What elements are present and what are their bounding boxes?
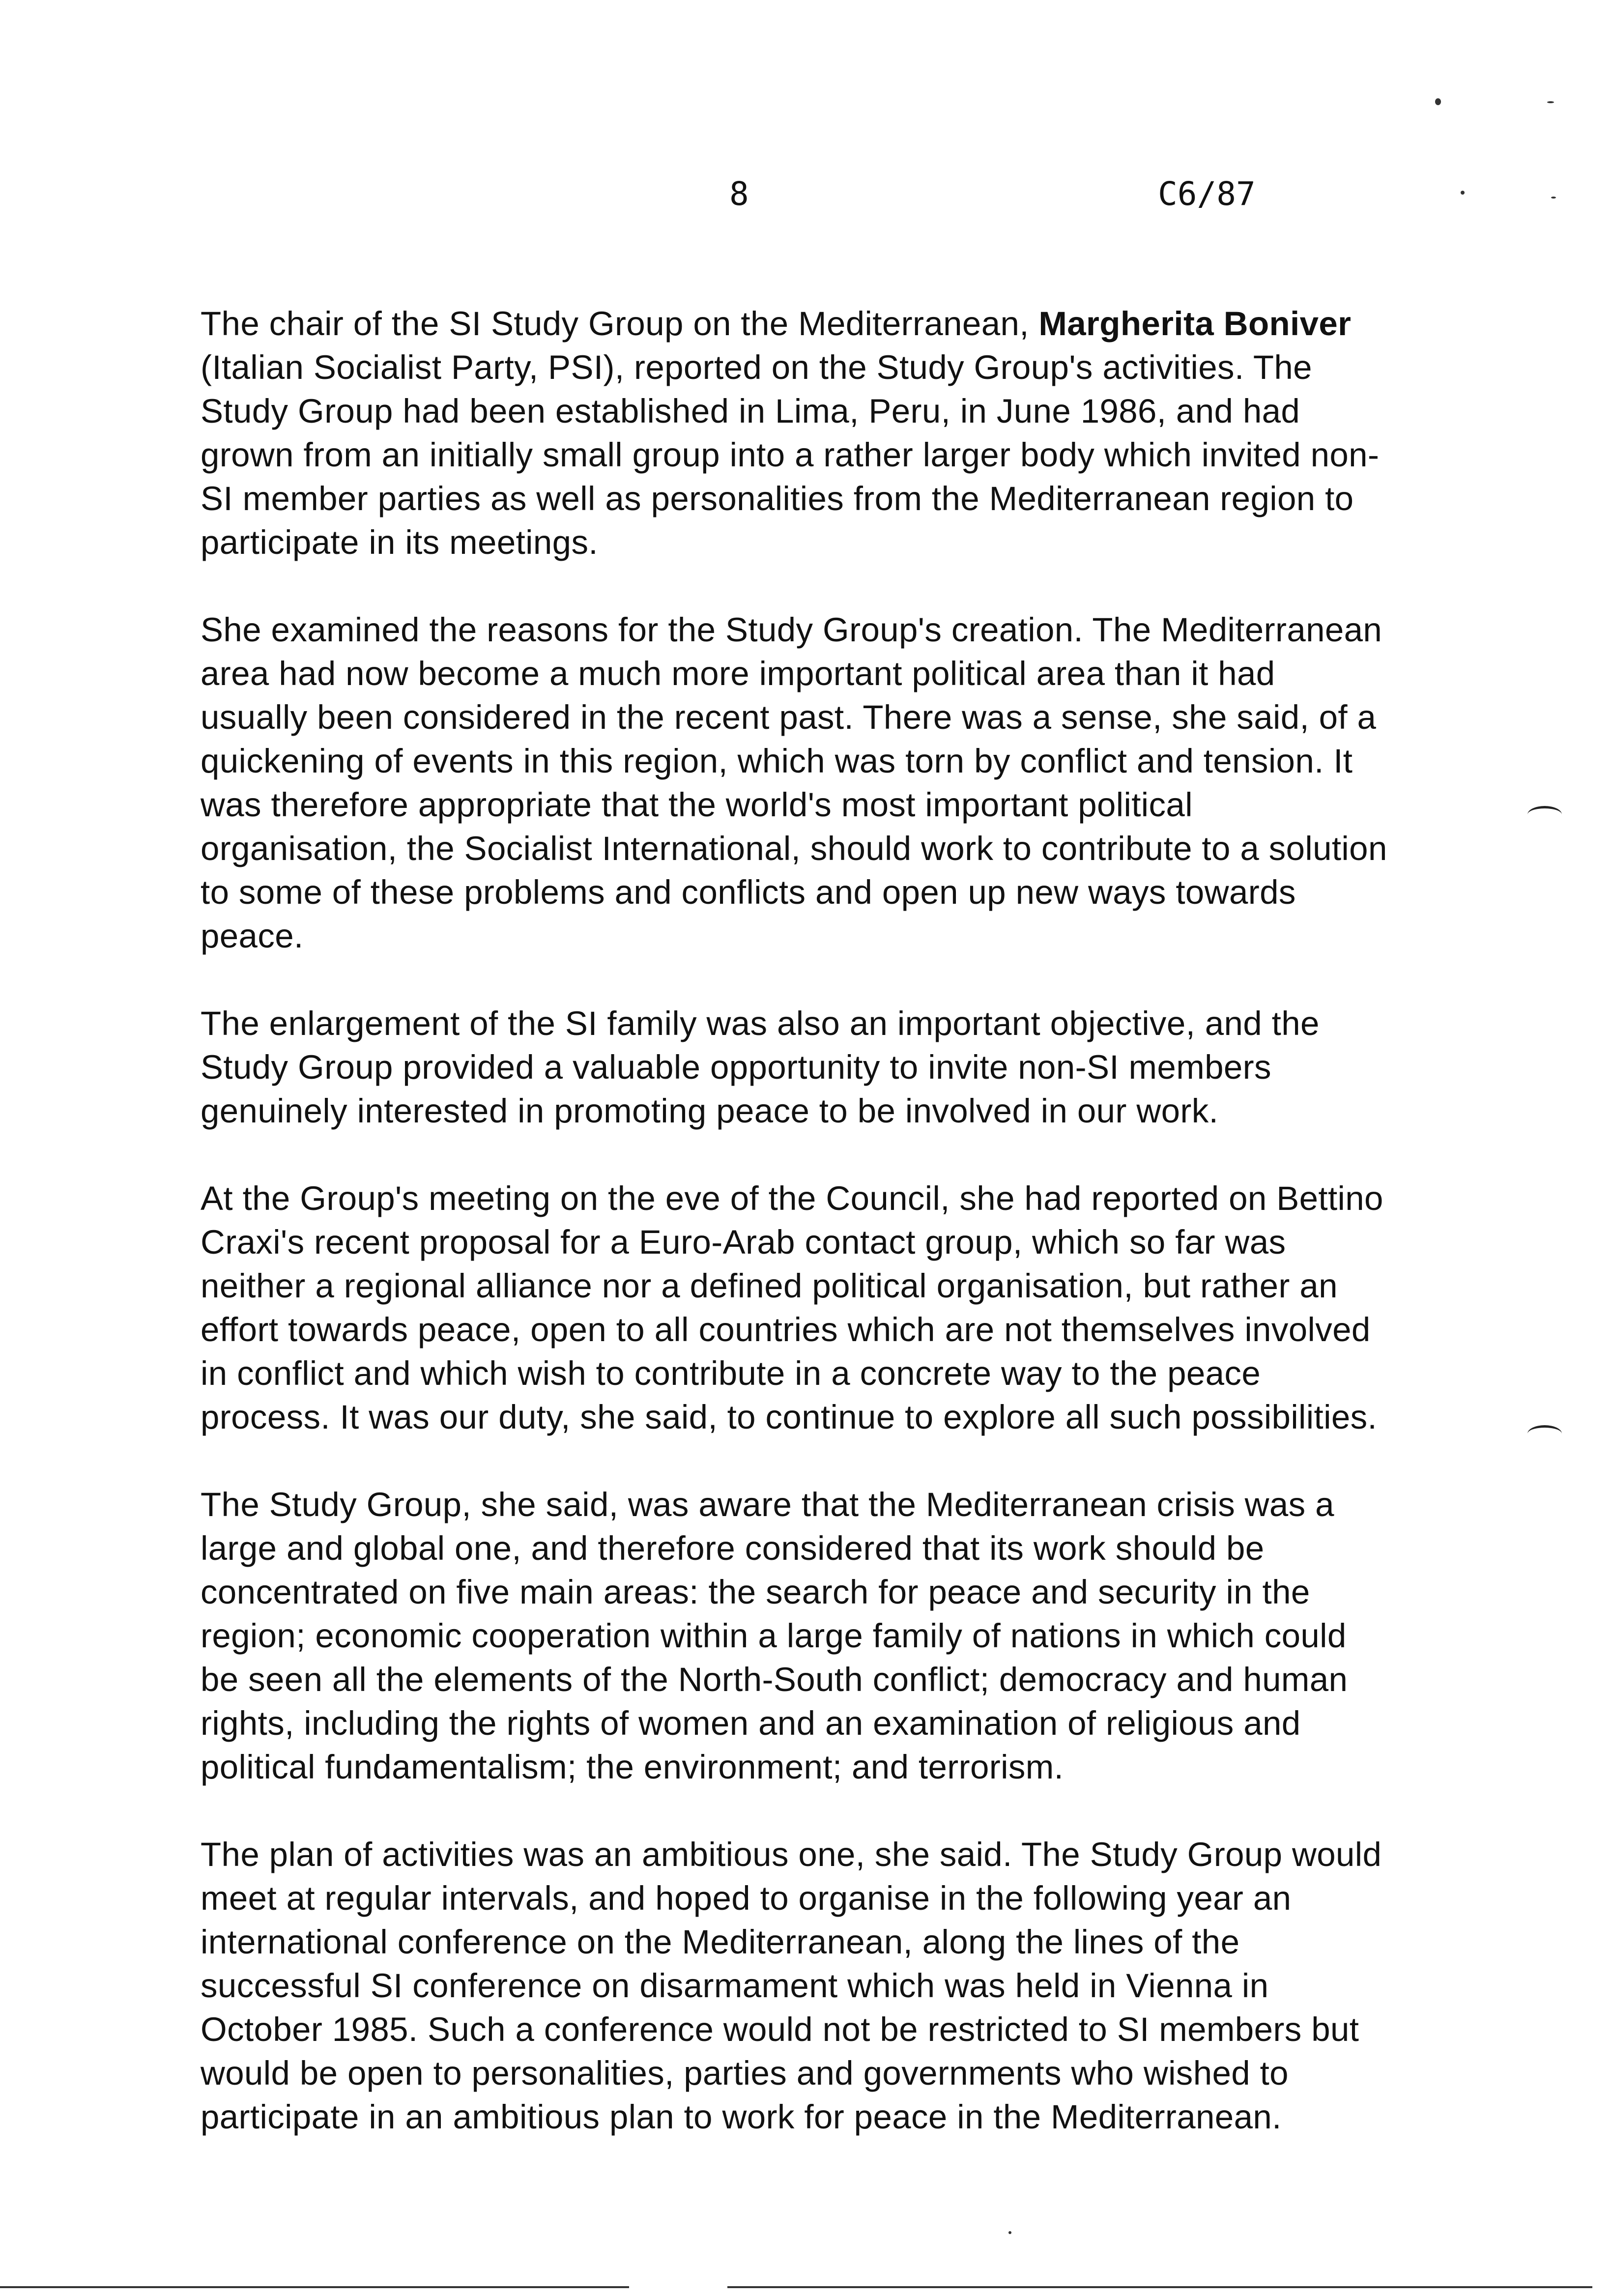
paragraph-1 bbox=[201, 302, 1390, 564]
paragraph-4: At the Group's meeting on the eve of the Council, she had reported on Bettino Craxi's recent proposal for a Euro-Arab contact group, which so far was neither a regional alliance nor a defined political organisation, but rather an effort towards peace, open to all countries which are not themselves involved in conflict and which wish to contribute in a concrete way to the peace process. It was our duty, she said, to continue to explore all such possibilities. bbox=[201, 1179, 1383, 1436]
document-body bbox=[201, 302, 1390, 2182]
scan-speck bbox=[1551, 197, 1556, 199]
page-header bbox=[0, 174, 1612, 214]
paragraph-2: She examined the reasons for the Study Group's creation. The Mediterranean area had now become a much more important political area than it had usually been considered in the recent past. There was a sense, she said, of a quickening of events in this region, which was torn by conflict and tension. It was therefore appropriate that the world's most important political organisation, the Socialist International, should work to contribute to a solution to some of these problems and conflicts and open up new ways towards peace. bbox=[201, 611, 1387, 955]
scan-speck bbox=[1461, 191, 1465, 195]
scan-speck bbox=[1008, 2231, 1011, 2234]
scan-speck bbox=[1435, 98, 1441, 105]
margin-mark-upper bbox=[1527, 806, 1562, 823]
paragraph-5: The Study Group, she said, was aware that the Mediterranean crisis was a large and global one, and therefore considered that its work should be concentrated on five main areas: the search for peace and security in the region; economic cooperation within a large family of nations in which could be seen all the elements of the North-South conflict; democracy and human rights, including the rights of women and an examination of religious and political fundamentalism; the environment; and terrorism. bbox=[201, 1486, 1348, 1786]
document-reference: C6/87 bbox=[1158, 175, 1256, 213]
paragraph-1-intro: The chair of the SI Study Group on the Mediterranean, bbox=[201, 305, 1039, 343]
paragraph-6: The plan of activities was an ambitious one, she said. The Study Group would meet at regular intervals, and hoped to organise in the following year an international conference on the Mediterranean, along the lines of the successful SI conference on disarmament which was held in Vienna in October 1985. Such a conference would not be restricted to SI members but would be open to personalities, parties and governments who wished to participate in an ambitious plan to work for peace in the Mediterranean. bbox=[201, 1836, 1382, 2136]
scan-speck bbox=[1547, 101, 1554, 103]
bottom-scan-edge-left bbox=[0, 2286, 629, 2288]
speaker-name: Margherita Boniver bbox=[1038, 305, 1352, 343]
bottom-scan-edge-right bbox=[727, 2286, 1592, 2288]
paragraph-1-rest: (Italian Socialist Party, PSI), reported on the Study Group's activities. The Study Group had been established in Lima, Peru, in June 1986, and had grown from an initially small group into a rather larger body which invited non-SI member parties as well as personalities from the Mediterranean region to participate in its meetings. bbox=[201, 348, 1380, 561]
margin-mark-lower bbox=[1527, 1425, 1562, 1442]
paragraph-3: The enlargement of the SI family was also an important objective, and the Study Group provided a valuable opportunity to invite non-SI members genuinely interested in promoting peace to be involved in our work. bbox=[201, 1004, 1320, 1130]
page-number: 8 bbox=[729, 175, 749, 213]
